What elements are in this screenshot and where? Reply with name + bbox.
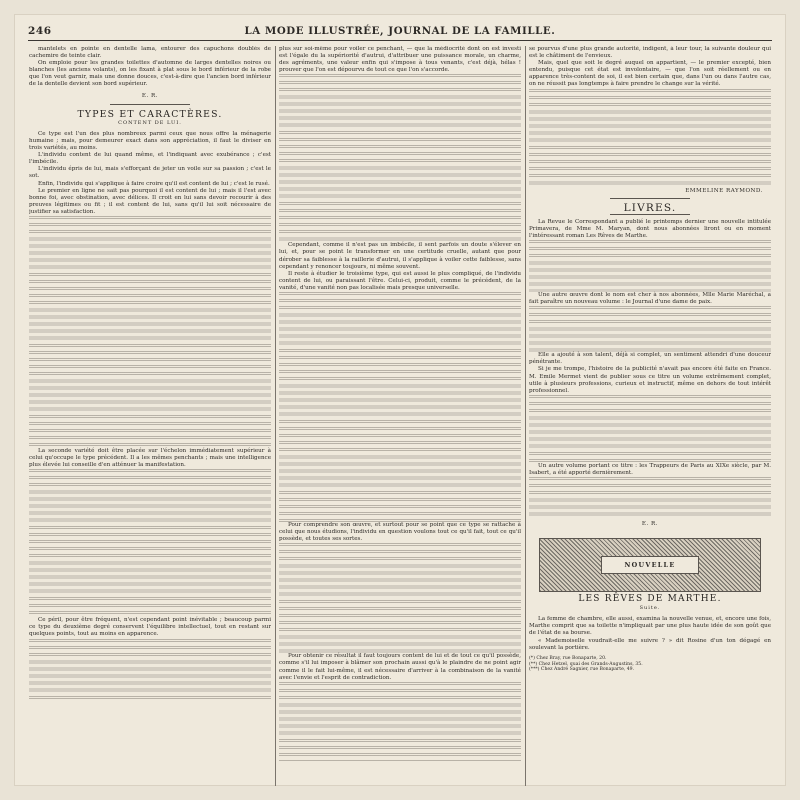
text-block <box>529 395 771 463</box>
text-block <box>279 74 521 242</box>
paragraph: se pourvus d'une plus grande autorité, indigent, à leur tour, la suivante douleur qui est le châtiment de l'envieux. <box>529 46 771 60</box>
header-rule <box>28 40 772 41</box>
banner-label: NOUVELLE <box>601 556 699 574</box>
text-block <box>529 477 771 517</box>
body-text-lines <box>29 639 271 699</box>
paragraph: La seconde variété doit être placée sur l'échelon immédiatement supérieur à celui qu'occupe le type précédent. Il a les mêmes penchants ; mais une intelligence plus élevée lui conseille d'en atténuer la manifestation. <box>29 447 271 469</box>
paragraph: Pour obtenir ce résultat il faut toujours content de lui et de tout ce qu'il possède, comme s'il lui imposer à blâmer son prochain aussi qu'à le plaindre de ne point agir comme il le fait lui-même, il est nécessaire d'arriver à la combinaison de la vanité avec l'envie et l'esprit de contradiction. <box>279 653 521 681</box>
signature: E. R. <box>641 520 659 527</box>
section-title: LIVRES. <box>623 201 677 214</box>
text-block <box>279 292 521 522</box>
page-header <box>28 24 772 38</box>
paragraph: Un autre volume portant ce titre : les Trappeurs de Paris au XIXe siècle, par M. Isabert, a été apporté dernièrement. <box>529 462 771 476</box>
section-title: TYPES ET CARACTÈRES. <box>77 108 223 120</box>
column-2 <box>279 46 521 784</box>
text-block <box>29 216 271 448</box>
text-block <box>529 240 771 292</box>
body-text-lines <box>529 306 771 352</box>
paragraph: Mais, quel que soit le degré auquel on appartient, — le premier excepté, bien entendu, puisque cet état est involontaire, — que l'on soit réellement ou en apparence très-content de soi, il est bien certain que, dans l'un ou dans l'autre cas, on ne réussit pas longtemps à faire prendre le change sur la vérité. <box>529 60 771 88</box>
paragraph: Il reste à étudier le troisième type, qui est aussi le plus compliqué, de l'individu content de lui, ou paraissant l'être. Celui-ci, produit, comme le précédent, de la vanité, d'une vanité non pas localisée mais presque universelle. <box>279 270 521 291</box>
paragraph: Une autre œuvre dont le nom est cher à nos abonnées, Mlle Marie Maréchal, a fait paraître un nouveau volume : le Journal d'une dame de paix. <box>529 292 771 306</box>
paragraph: L'individu content de lui quand même, et l'indiquant avec exubérance ; c'est l'imbécile. <box>29 152 271 166</box>
column-1 <box>29 46 271 784</box>
text-block <box>29 469 271 617</box>
paragraph: plus sur soi-même pour voiler ce penchant, — que la médiocrité dont on est investi est l'égale du la supériorité d'autrui, d'attribuer une puissance morale, un charme, des agréments, une valeur enfin qui s'impose à tous venants, c'est déjà, hélas ! prouver que l'on est dépourvu de tout ce que l'on s'accorde. <box>279 46 521 74</box>
body-text-lines <box>529 89 771 185</box>
body-text-lines <box>29 216 271 448</box>
footnote: (*) Chez Bray, rue Bonaparte, 20. <box>529 655 607 661</box>
footnote: (**) Chez Hetzel, quai des Grands-Augustins, 35. <box>529 661 643 667</box>
paragraph: Elle a ajouté à son talent, déjà si complet, un sentiment attendri d'une douceur pénétrante. <box>529 352 771 366</box>
paragraph: La Revue le Correspondant a publié le printemps dernier une nouvelle intitulée Primavera, de Mme M. Maryan, dont nous abonnées liront ou en moment l'intéressant roman Les Rêves de Marthe. <box>529 218 771 239</box>
text-block <box>529 306 771 352</box>
paragraph: mantelets en pointe en dentelle lama, entourer des capuchons doublés de cachemire de teinte clair. <box>29 46 271 60</box>
separator <box>610 198 690 199</box>
nouvelle-banner <box>539 538 761 592</box>
body-text-lines <box>279 682 521 762</box>
separator <box>610 214 690 215</box>
body-text-lines <box>529 240 771 292</box>
paragraph: On emploie pour les grandes toilettes d'automne de larges dentelles noires ou blanches (les anciens volants), on les fixant à plat sous le bord inférieur de la robe que l'on veut garnir, mais une donne douces, c'est-à-dire que l'ancien bord inférieur de la dentelle devient son bord supérieur. <box>29 60 271 88</box>
signature: E. R. <box>141 92 159 99</box>
paragraph: Si je me trompe, l'histoire de la publicité n'avait pas encore été faite en France. M. Emile Mermet vient de publier sous ce titre un volume extrêmement complet, utile à plusieurs professions, curieux et instructif, même en dehors de tout intérêt professionnel. <box>529 366 771 394</box>
separator <box>110 104 190 105</box>
text-block <box>279 543 521 653</box>
body-text-lines <box>529 477 771 517</box>
page-number: 246 <box>28 25 52 37</box>
section-subtitle: CONTENT DE LUI. <box>118 119 182 126</box>
author-signature: EMMELINE RAYMOND. <box>685 187 763 194</box>
footnotes <box>529 656 771 673</box>
text-block <box>29 639 271 699</box>
paragraph: Ce type est l'un des plus nombreux parmi ceux que nous offre la ménagerie humaine ; mais, pour demeurer exact dans son appréciation, il faut le diviser en trois variétés, au moins. <box>29 130 271 152</box>
paragraph: Le premier en ligne ne sait pas pourquoi il est content de lui ; mais il l'est avec bonne foi, avec obstination, avec délices. Il croit en lui sans devoir recourir à des preuves légitimes ou fit ; il est content de lui, sans qu'il lui soit nécessaire de justifier sa satisfaction. <box>29 187 271 215</box>
body-text-lines <box>529 395 771 463</box>
body-text-lines <box>279 292 521 522</box>
paragraph: Ce péril, pour être fréquent, n'est cependant point inévitable ; beaucoup parmi ce type du deuxième degré conservent l'équilibre intellectuel, tout en restant sur quelques points, tout au moins en apparence. <box>29 617 271 638</box>
paragraph: La femme de chambre, elle aussi, examina la nouvelle venue, et, encore une fois, Marthe comprit que sa toilette n'impliquait par une plus haute idée de son goût que de l'état de sa bourse. <box>529 616 771 637</box>
body-text-lines <box>279 74 521 242</box>
story-title: LES RÊVES DE MARTHE. <box>578 594 722 605</box>
text-block <box>529 89 771 185</box>
column-3 <box>529 46 771 784</box>
paragraph: « Mademoiselle voudrait-elle me suivre ? » dit Rosine d'un ton dégagé en soulevant la portière. <box>529 637 771 651</box>
newspaper-page <box>14 14 786 786</box>
text-block <box>279 682 521 762</box>
column-divider <box>275 46 276 786</box>
story-subtitle: Suite. <box>639 605 661 612</box>
footnote: (***) Chez André Sagnier, rue Bonaparte, 49. <box>529 667 635 673</box>
paragraph: Enfin, l'individu qui s'applique à faire croire qu'il est content de lui ; c'est le rusé. <box>38 180 270 187</box>
column-divider <box>525 46 526 786</box>
paragraph: L'individu épris de lui, mais s'efforçant de jeter un voile sur sa passion ; c'est le sot. <box>29 166 271 180</box>
body-text-lines <box>29 469 271 617</box>
paragraph: Cependant, comme il n'est pas un imbécile, il sent parfois un doute s'élever en lui, et, pour se point le transformer en une certitude cruelle, autant que pour dérober sa faiblesse à la raillerie d'autrui, il s'applique à voiler cette faiblesse, sans cependant y renoncer toujours, ni même souvent. <box>279 242 521 270</box>
paragraph: Pour comprendre son œuvre, et surtout pour se point que ce type se rattache à celui que nous étudions, l'individu en question voulons tout ce qu'il fait, tout ce qu'il possède, et toutes ses sortes. <box>279 522 521 543</box>
journal-title: LA MODE ILLUSTRÉE, JOURNAL DE LA FAMILLE. <box>244 25 556 37</box>
body-text-lines <box>279 543 521 653</box>
